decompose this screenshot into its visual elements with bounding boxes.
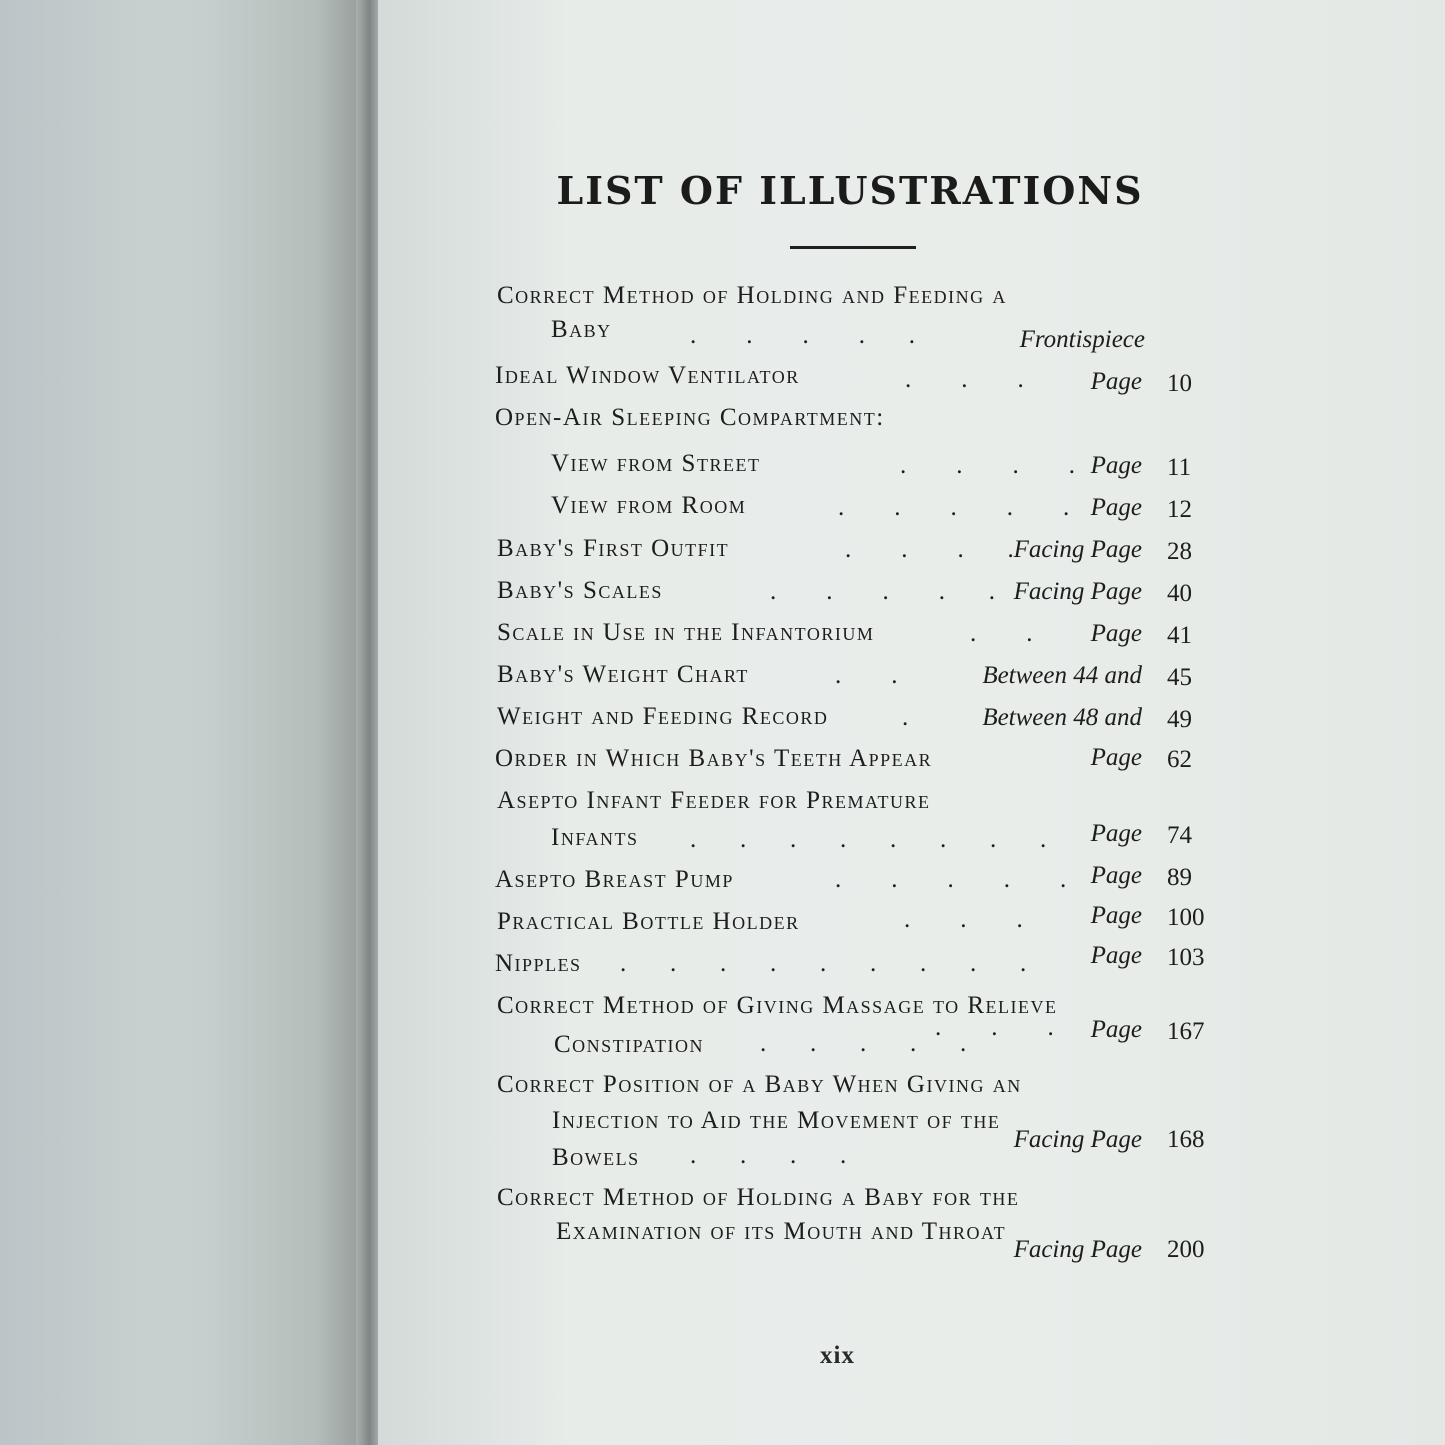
entry-0-ref: Frontispiece — [1019, 326, 1145, 353]
entry-12-line-0: Asepto Breast Pump — [495, 866, 734, 893]
entry-0-line-1: Baby — [551, 316, 612, 343]
entry-10-line-0: Order in Which Baby's Teeth Appear — [495, 745, 933, 772]
entry-5-line-0: Baby's First Outfit — [497, 535, 730, 562]
entry-0-leader: . . . . . — [690, 322, 915, 349]
entry-17-line-0: Correct Method of Holding a Baby for the — [497, 1184, 1020, 1211]
entry-4-line-0: View from Room — [551, 492, 747, 519]
entry-13-ref: Page — [1090, 902, 1142, 929]
entry-9-page: 49 — [1167, 706, 1192, 733]
page-number: xix — [820, 1342, 855, 1369]
entry-3-line-0: View from Street — [551, 450, 761, 477]
entry-16-leader: . . . . — [690, 1142, 847, 1169]
entry-8-leader: . . — [835, 662, 898, 689]
entry-11-leader: . . . . . . . . — [690, 826, 1047, 853]
entry-5-ref: Facing Page — [1013, 536, 1142, 563]
title-rule — [790, 246, 916, 249]
entry-1-leader: . . . — [905, 366, 1024, 393]
entry-1-line-0: Ideal Window Ventilator — [495, 362, 800, 389]
entry-16-ref: Facing Page — [1013, 1126, 1142, 1153]
entry-15-ref: Page — [1090, 1016, 1142, 1043]
entry-1-page: 10 — [1167, 370, 1192, 397]
entry-14-leader: . . . . . . . . . — [620, 950, 1027, 977]
entry-14-line-0: Nipples — [495, 950, 582, 977]
entry-5-leader: . . . . — [845, 536, 1014, 563]
entry-15-leader-2: . . . — [935, 1014, 1054, 1041]
entry-10-ref: Page — [1090, 744, 1142, 771]
entry-4-ref: Page — [1090, 494, 1142, 521]
entry-13-leader: . . . — [904, 906, 1023, 933]
entry-4-page: 12 — [1167, 496, 1192, 523]
entry-11-line-1: Infants — [551, 824, 639, 851]
entry-13-page: 100 — [1167, 904, 1205, 931]
entry-17-page: 200 — [1167, 1236, 1205, 1263]
entry-7-line-0: Scale in Use in the Infantorium — [497, 619, 875, 646]
entry-12-leader: . . . . . — [835, 866, 1067, 893]
entry-12-page: 89 — [1167, 864, 1192, 891]
entry-8-ref: Between 44 and — [982, 662, 1142, 689]
entry-3-ref: Page — [1090, 452, 1142, 479]
entry-11-line-0: Asepto Infant Feeder for Premature — [497, 787, 931, 814]
entry-12-ref: Page — [1090, 862, 1142, 889]
entry-3-page: 11 — [1167, 454, 1192, 481]
entry-15-line-1: Constipation — [554, 1031, 705, 1058]
entry-5-page: 28 — [1167, 538, 1192, 565]
entry-6-page: 40 — [1167, 580, 1192, 607]
entry-7-leader: . . — [970, 620, 1033, 647]
left-page-bleed-through — [0, 0, 160, 1445]
entry-2-line-0: Open-Air Sleeping Compartment: — [495, 404, 885, 431]
entry-0-line-0: Correct Method of Holding and Feeding a — [497, 282, 1007, 309]
entry-15-leader: . . . . . — [760, 1030, 967, 1057]
entry-14-ref: Page — [1090, 942, 1142, 969]
entry-6-line-0: Baby's Scales — [497, 577, 663, 604]
entry-11-ref: Page — [1090, 820, 1142, 847]
entry-7-ref: Page — [1090, 620, 1142, 647]
entry-10-page: 62 — [1167, 746, 1192, 773]
page-title: LIST OF ILLUSTRATIONS — [556, 168, 1144, 213]
entry-4-leader: . . . . . — [838, 494, 1070, 521]
entry-8-line-0: Baby's Weight Chart — [497, 661, 749, 688]
entry-7-page: 41 — [1167, 622, 1192, 649]
entry-16-line-0: Correct Position of a Baby When Giving an — [497, 1071, 1022, 1098]
entry-16-line-1: Injection to Aid the Movement of the — [552, 1107, 1001, 1134]
entry-17-line-1: Examination of its Mouth and Throat — [556, 1218, 1007, 1245]
entry-9-leader: . — [902, 704, 909, 731]
entry-9-ref: Between 48 and — [982, 704, 1142, 731]
entry-15-page: 167 — [1167, 1018, 1205, 1045]
entry-6-leader: . . . . . — [770, 578, 995, 605]
entry-6-ref: Facing Page — [1013, 578, 1142, 605]
entry-9-line-0: Weight and Feeding Record — [497, 703, 829, 730]
entry-1-ref: Page — [1090, 368, 1142, 395]
entry-16-page: 168 — [1167, 1126, 1205, 1153]
entry-14-page: 103 — [1167, 944, 1205, 971]
entry-13-line-0: Practical Bottle Holder — [497, 908, 800, 935]
entry-17-ref: Facing Page — [1013, 1236, 1142, 1263]
entry-15-line-0: Correct Method of Giving Massage to Relieve — [497, 992, 1058, 1019]
entry-11-page: 74 — [1167, 822, 1192, 849]
entry-16-line-2: Bowels — [552, 1144, 640, 1171]
entry-8-page: 45 — [1167, 664, 1192, 691]
left-page — [0, 0, 372, 1445]
entry-3-leader: . . . . — [900, 452, 1075, 479]
